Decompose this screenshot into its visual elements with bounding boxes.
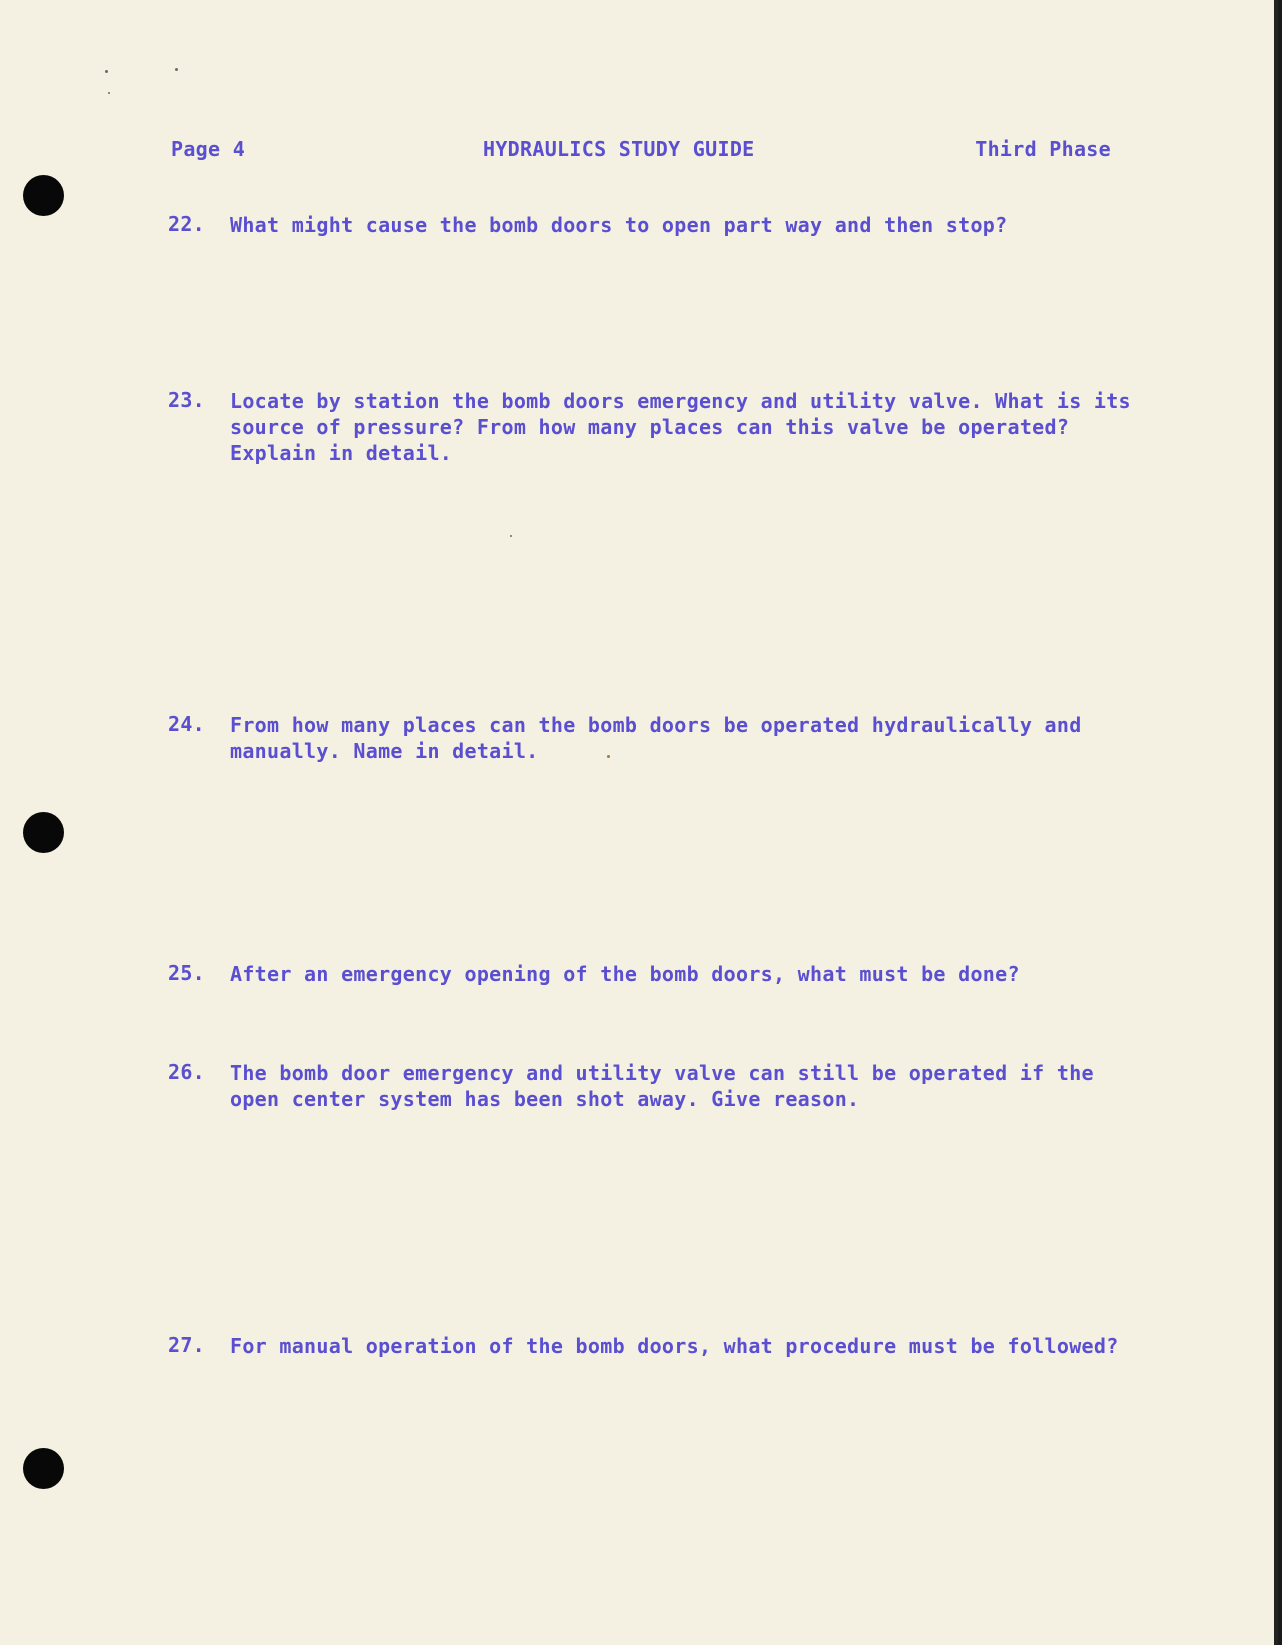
page-number: Page 4: [171, 137, 246, 161]
question-number: 22.: [168, 212, 206, 236]
question-text: After an emergency opening of the bomb doors, what must be done?: [230, 962, 1020, 986]
question-number: 25.: [168, 961, 206, 985]
question-number: 23.: [168, 388, 206, 412]
document-title: HYDRAULICS STUDY GUIDE: [483, 137, 755, 161]
question-text: Locate by station the bomb doors emergency and utility valve. What is its source of pressure? From how many places can this valve be operated? Explain in detail.: [230, 389, 1131, 465]
question-number: 24.: [168, 712, 206, 736]
question-text: The bomb door emergency and utility valve can still be operated if the open center system has been shot away. Give reason.: [230, 1061, 1094, 1111]
punch-hole-bottom: [23, 1448, 64, 1489]
phase-label: Third Phase: [975, 137, 1111, 161]
question-text: What might cause the bomb doors to open part way and then stop?: [230, 213, 1008, 237]
paper-speck: [510, 535, 512, 537]
punch-hole-middle: [23, 812, 64, 853]
paper-speck: [105, 70, 108, 73]
page-edge: [1274, 0, 1278, 1645]
question-number: 26.: [168, 1060, 206, 1084]
question-text: For manual operation of the bomb doors, what procedure must be followed?: [230, 1334, 1119, 1358]
paper-speck: [175, 68, 178, 71]
punch-hole-top: [23, 175, 64, 216]
question-number: 27.: [168, 1333, 206, 1357]
page-header: [171, 137, 1111, 165]
question-text: From how many places can the bomb doors be operated hydraulically and manually. Name in detail.: [230, 713, 1082, 763]
paper-speck: [108, 92, 110, 94]
